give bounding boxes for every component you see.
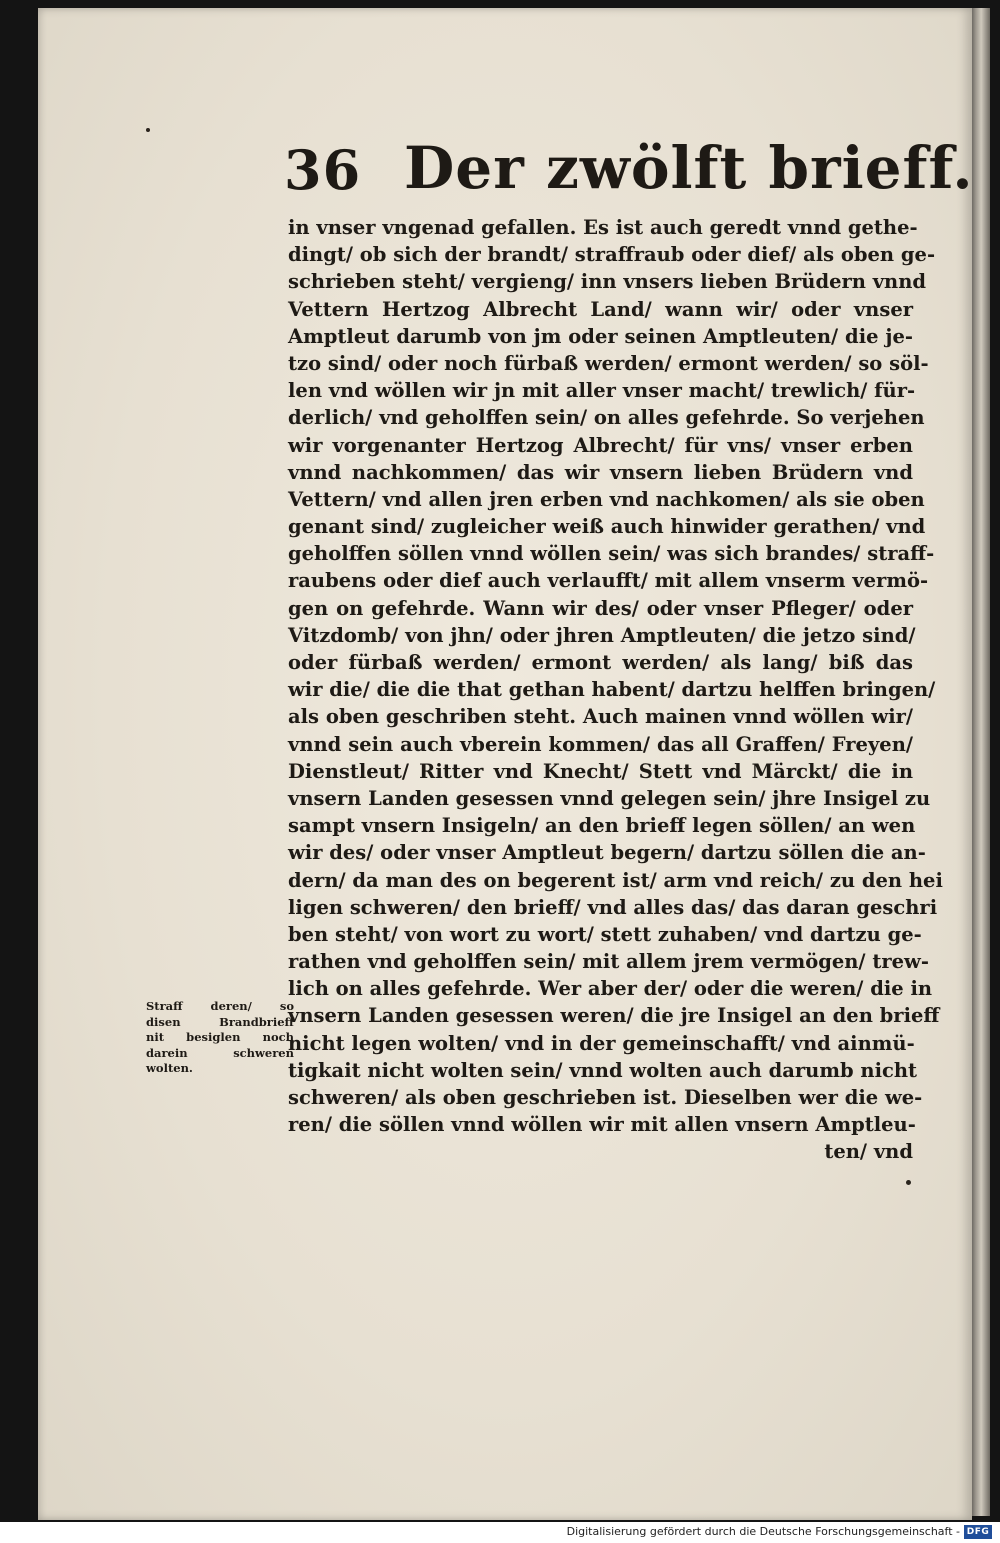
marginal-note-line: nit besiglen noch [146,1030,294,1044]
text-line: Amptleut darumb von jm oder seinen Amptleuten/ die je- [288,324,913,348]
text-line: vnnd nachkommen/ das wir vnsern lieben Brüdern vnd [288,460,913,484]
text-line: vnsern Landen gesessen weren/ die jre Insigel an den brieff [288,1004,940,1028]
text-line: lich on alles gefehrde. Wer aber der/ oder die weren/ die in [288,977,933,1001]
text-line: tzo sind/ oder noch fürbaß werden/ ermont werden/ so söl- [288,351,929,375]
text-line: dern/ da man des on begerent ist/ arm vnd reich/ zu den hei [288,868,943,892]
page-header [284,134,974,204]
text-line: raubens oder dief auch verlaufft/ mit allem vnserm vermö- [288,569,929,593]
text-line: schweren/ als oben geschrieben ist. Dieselben wer die we- [288,1086,923,1109]
dfg-logo: DFG [964,1525,992,1539]
text-line: Vettern Hertzog Albrecht Land/ wann wir/ oder vnser [288,297,913,321]
footer-bar [0,1522,1000,1543]
marginal-note-line: wolten. [146,1061,193,1075]
text-line: genant sind/ zugleicher weiß auch hinwider gerathen/ vnd [288,515,926,539]
text-line: rathen vnd geholffen sein/ mit allem jrem vermögen/ trew- [288,950,929,974]
funding-notice: Digitalisierung gefördert durch die Deutsche Forschungsgemeinschaft - [566,1525,960,1538]
text-line: oder fürbaß werden/ ermont werden/ als lang/ biß das [288,651,913,674]
text-line: Vettern/ vnd allen jren erben vnd nachkomen/ als sie oben [288,487,925,511]
page-number: 36 [284,138,362,202]
ink-speck [146,128,150,132]
marginal-note-line: darein schweren [146,1045,294,1060]
text-line: schrieben steht/ vergieng/ inn vnsers lieben Brüdern vnnd [288,270,927,294]
text-line: Vitzdomb/ von jhn/ oder jhren Amptleuten/ die jetzo sind/ [288,623,916,647]
text-line: ren/ die söllen vnnd wöllen wir mit allen vnsern Amptleu- [288,1113,916,1137]
text-line: wir des/ oder vnser Amptleut begern/ dartzu söllen die an- [288,841,926,865]
text-line: vnnd sein auch vberein kommen/ das all Graffen/ Freyen/ [288,732,913,756]
text-line: tigkait nicht wolten sein/ vnnd wolten auch darumb nicht [288,1058,918,1082]
text-line: gen on gefehrde. Wann wir des/ oder vnser Pfleger/ oder [288,596,913,620]
running-title: Der zwölft brieff. [404,134,974,202]
marginal-note-line: disen Brandbrieff [146,1014,294,1029]
body-text-block [288,214,943,1166]
text-line: ligen schweren/ den brieff/ vnd alles das/ das daran geschri [288,895,938,919]
text-line: wir vorgenanter Hertzog Albrecht/ für vns/ vnser erben [288,433,913,457]
text-line: dingt/ ob sich der brandt/ straffraub oder dief/ als oben ge- [288,243,936,267]
text-line: ben steht/ von wort zu wort/ stett zuhaben/ vnd dartzu ge- [288,922,922,946]
ink-speck [906,1180,911,1185]
catchword: ten/ vnd [824,1140,913,1164]
text-line: als oben geschriben steht. Auch mainen vnnd wöllen wir/ [288,705,913,729]
text-line: len vnd wöllen wir jn mit aller vnser macht/ trewlich/ für- [288,379,916,403]
text-line: in vnser vngenad gefallen. Es ist auch geredt vnnd gethe- [288,216,918,239]
text-line: derlich/ vnd geholffen sein/ on alles gefehrde. So verjehen [288,406,925,430]
marginal-note-line: Straff deren/ so [146,999,294,1013]
text-line: vnsern Landen gesessen vnnd gelegen sein/ jhre Insigel zu [288,786,931,810]
marginal-note [146,999,294,1077]
text-line: geholffen söllen vnnd wöllen sein/ was sich brandes/ straff- [288,542,935,566]
text-line: Dienstleut/ Ritter vnd Knecht/ Stett vnd Märckt/ die in [288,759,913,783]
text-line: nicht legen wolten/ vnd in der gemeinschafft/ vnd ainmü- [288,1031,915,1055]
text-line: sampt vnsern Insigeln/ an den brieff legen söllen/ an wen [288,814,916,838]
text-line: wir die/ die die that gethan habent/ dartzu helffen bringen/ [288,678,936,702]
